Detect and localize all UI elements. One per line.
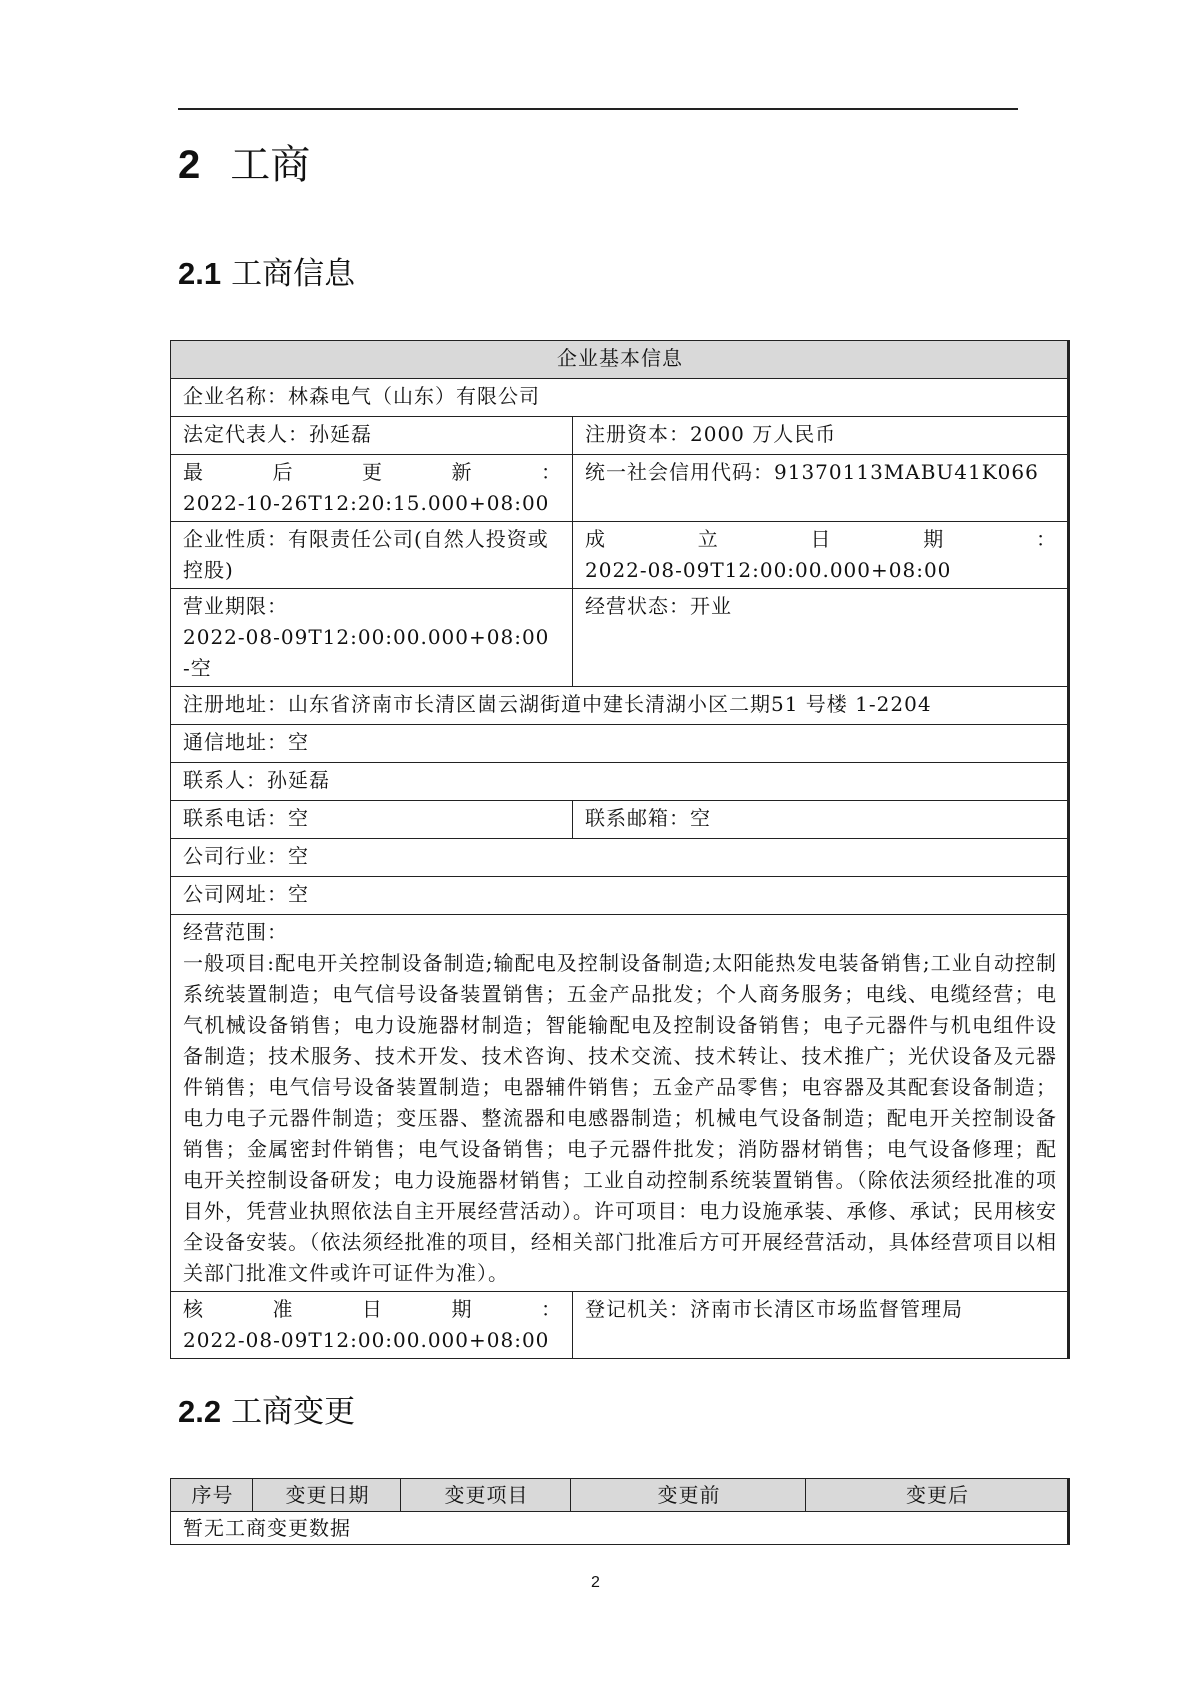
contact-email: 联系邮箱：空	[573, 801, 1069, 839]
table-row	[171, 915, 1069, 1292]
chapter-number: 2	[178, 143, 201, 187]
section-number: 2.1	[178, 256, 222, 291]
section-title: 工商变更	[231, 1394, 356, 1430]
section-heading-change	[178, 1392, 355, 1432]
table-row	[171, 1292, 1069, 1359]
table-row	[171, 763, 1069, 801]
column-header: 变更前	[571, 1479, 806, 1512]
credit-code: 统一社会信用代码：91370113MABU41K066	[573, 455, 1069, 522]
column-header: 变更项目	[401, 1479, 571, 1512]
chapter-heading	[178, 140, 310, 190]
table-row	[171, 725, 1069, 763]
business-term-label: 营业期限：	[183, 594, 288, 618]
table-row	[171, 589, 1069, 687]
column-header: 变更后	[806, 1479, 1069, 1512]
column-header: 序号	[171, 1479, 253, 1512]
table-row	[171, 839, 1069, 877]
contact-person: 联系人：孙延磊	[171, 763, 1069, 801]
operating-status: 经营状态：开业	[573, 589, 1069, 687]
founded-value: 2022-08-09T12:00:00.000+08:00	[585, 558, 952, 582]
table-header: 企业基本信息	[171, 341, 1069, 379]
table-row	[171, 877, 1069, 915]
last-update-cell	[171, 455, 573, 522]
table-row	[171, 1512, 1069, 1545]
approval-date-value: 2022-08-09T12:00:00.000+08:00	[183, 1328, 550, 1352]
business-scope-label: 经营范围：	[183, 920, 288, 944]
legal-representative: 法定代表人：孙延磊	[171, 417, 573, 455]
business-term-cell	[171, 589, 573, 687]
business-term-value: 2022-08-09T12:00:00.000+08:00 -空	[183, 625, 550, 680]
company-industry: 公司行业：空	[171, 839, 1069, 877]
founded-cell	[573, 522, 1069, 589]
approval-date-cell	[171, 1292, 573, 1359]
company-name: 企业名称：林森电气（山东）有限公司	[171, 379, 1069, 417]
founded-label: 成立日期：	[585, 527, 1057, 551]
enterprise-nature: 企业性质：有限责任公司(自然人投资或控股)	[171, 522, 573, 589]
registered-capital: 注册资本：2000 万人民币	[573, 417, 1069, 455]
header-rule	[178, 108, 1018, 110]
page-number: 2	[591, 1574, 600, 1591]
table-row	[171, 687, 1069, 725]
basic-info-table	[170, 340, 1070, 1359]
last-update-label: 最后更新：	[183, 460, 562, 484]
table-row	[171, 455, 1069, 522]
approval-date-label: 核准日期：	[183, 1297, 562, 1321]
business-scope-text: 一般项目:配电开关控制设备制造;输配电及控制设备制造;太阳能热发电装备销售;工业自动控制系统装置制造；电气信号设备装置销售；五金产品批发；个人商务服务；电线、电缆经营；电气机械设备销售；电力设施器材制造；智能输配电及控制设备销售；电子元器件与机电组件设备制造；技术服务、技术开发、技术咨询、技术交流、技术转让、技术推广；光伏设备及元器件销售；电气信号设备装置制造；电器辅件销售；五金产品零售；电容器及其配套设备制造；电力电子元器件制造；变压器、整流器和电感器制造；机械电气设备制造；配电开关控制设备销售；金属密封件销售；电气设备销售；电子元器件批发；消防器材销售；电气设备修理；配电开关控制设备研发；电力设施器材销售；工业自动控制系统装置销售。（除依法须经批准的项目外，凭营业执照依法自主开展经营活动）。许可项目：电力设施承装、承修、承试；民用核安全设备安装。（依法须经批准的项目，经相关部门批准后方可开展经营活动，具体经营项目以相关部门批准文件或许可证件为准）。	[183, 951, 1057, 1285]
company-website: 公司网址：空	[171, 877, 1069, 915]
column-header: 变更日期	[253, 1479, 401, 1512]
registration-authority: 登记机关：济南市长清区市场监督管理局	[573, 1292, 1069, 1359]
contact-phone: 联系电话：空	[171, 801, 573, 839]
section-number: 2.2	[178, 1394, 222, 1429]
empty-state-text: 暂无工商变更数据	[171, 1512, 1069, 1545]
table-row	[171, 801, 1069, 839]
chapter-title: 工商	[230, 142, 311, 188]
table-row	[171, 522, 1069, 589]
section-title: 工商信息	[231, 256, 356, 292]
table-row	[171, 417, 1069, 455]
change-table-header-row	[171, 1479, 1069, 1512]
registered-address: 注册地址：山东省济南市长清区崮云湖街道中建长清湖小区二期51 号楼 1-2204	[171, 687, 1069, 725]
business-scope-cell	[171, 915, 1069, 1292]
table-header-row	[171, 341, 1069, 379]
change-table	[170, 1478, 1070, 1545]
section-heading-info	[178, 254, 355, 294]
last-update-value: 2022-10-26T12:20:15.000+08:00	[183, 491, 550, 515]
mailing-address: 通信地址：空	[171, 725, 1069, 763]
table-row	[171, 379, 1069, 417]
